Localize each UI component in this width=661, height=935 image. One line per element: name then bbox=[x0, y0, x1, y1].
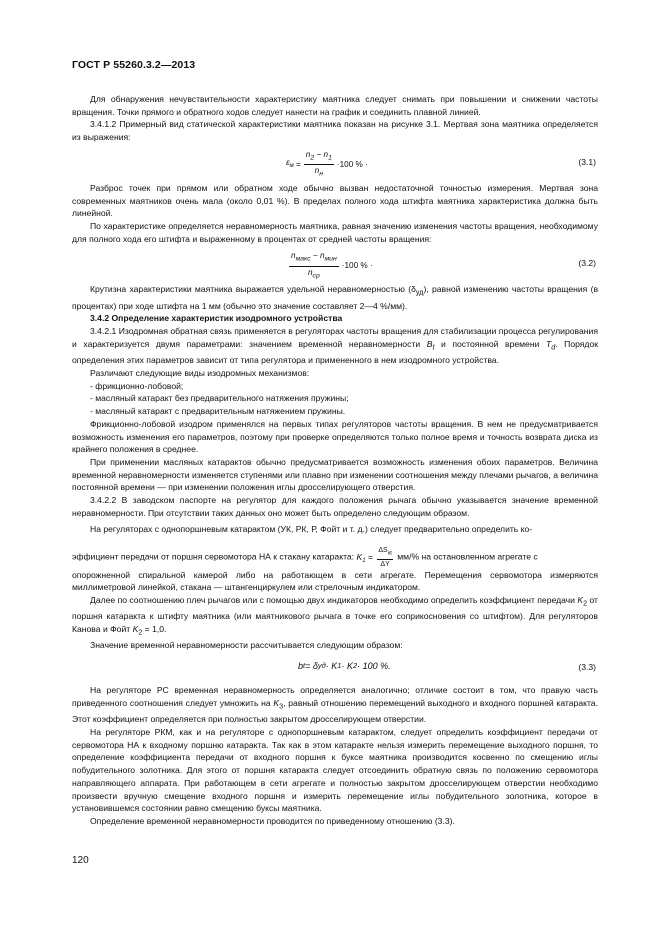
fraction-denominator: $n_н$ bbox=[314, 166, 323, 179]
formula-number: (3.1) bbox=[578, 156, 596, 167]
paragraph: При применении масляных катарактов обычно предусматривается возможность изменения обоих параметров. Величина временной неравномерности изменяется ступенями или плавно при изменении соотношения между плечами рычагов, а величина постоянной времени — при изменении положения иглы дросселирующего отверстия. bbox=[72, 456, 598, 493]
fraction-denominator: $n_{ср}$ bbox=[307, 267, 320, 280]
fraction-numerator: $n_{макс} - n_{мин}$ bbox=[289, 251, 339, 267]
page-body bbox=[72, 93, 598, 828]
page-number: 120 bbox=[72, 855, 89, 866]
formula-3-2 bbox=[72, 249, 598, 280]
paragraph: опорожненной спиральной камерой либо на работающем в сети агрегате. Перемещения сервомотора измеряются миллиметровой линейкой, стакана — штангенциркулем или стрелочным индикатором. bbox=[72, 569, 598, 593]
fraction bbox=[304, 150, 334, 180]
paragraph: По характеристике определяется неравномерность маятника, равная значению изменения частоты вращения, необходимому для полного хода его штифта и выраженному в процентах от средней частоты вращения: bbox=[72, 220, 598, 244]
paragraph: Определение временной неравномерности проводится по приведенному отношению (3.3). bbox=[90, 815, 455, 826]
paragraph: Разброс точек при прямом или обратном ходе обычно вызван недостаточной точностью измерения. Мертвая зона современных маятников очень мала (около 0,01 %). В пределах полного хода штифта маятника характеристика должна быть линейной. bbox=[72, 182, 598, 219]
paragraph: Различают следующие виды изодромных механизмов: bbox=[90, 367, 310, 378]
paragraph: 3.4.2.1 Изодромная обратная связь применяется в регуляторах частоты вращения для стабилизации процесса регулирования и характеризуется двумя параметрами: значением временной неравномерности $B_t$ и постоянной времени $T_d$. Порядок определения этих параметров зависит от типа регулятора и примененного в нем изодромного устройства. bbox=[72, 326, 598, 366]
paragraph: На регуляторе РКМ, как и на регуляторе с однопоршневым катарактом, следует определить коэффициент передачи от сервомотора НА к входному поршню катаракта. Так как в этом катаракте нельзя измерить перемещение выходного поршня, то определение коэффициента передачи от входного поршня к буксе маятника производится косвенно по смещению иглы побудительного золотника. Для этого от поршня катаракта следует отсоединить обратную связь по положению сервомотора направляющего аппарата. При работающем в сети агрегате и полностью закрытом дросселирующем отверстии необходимо произвести вручную смещение входного поршня и измерить перемещение иглы побудительного золотника, которое в установившемся состоянии равно смещению буксы маятника. bbox=[72, 727, 598, 814]
standard-header: ГОСТ Р 55260.3.2—2013 bbox=[72, 59, 196, 71]
formula-number: (3.3) bbox=[578, 662, 596, 673]
paragraph: 3.4.1.2 Примерный вид статической характеристики маятника показан на рисунке 3.1. Мертвая зона маятника определяется из выражения: bbox=[72, 119, 598, 143]
paragraph: Значение временной неравномерности рассчитывается следующим образом: bbox=[90, 640, 403, 651]
fraction-numerator: $n_2 - n_1$ bbox=[304, 150, 334, 166]
list-item: - масляный катаракт без предварительного натяжения пружины; bbox=[90, 393, 349, 404]
formula-number: (3.2) bbox=[578, 258, 596, 269]
k1-formula: $K_1$ = bbox=[356, 551, 373, 564]
formula-3-1 bbox=[72, 148, 598, 179]
section-heading: 3.4.2 Определение характеристик изодромного устройства bbox=[90, 313, 343, 324]
paragraph: Далее по соотношению плеч рычагов или с помощью двух индикаторов необходимо определить коэффициент передачи $K_2$ от поршня катаракта к штифту маятника (или маятникового рычага в точке его соприкосновения со штифтом). Для регуляторов Канова и Фойт $K_2 = 1,0$. bbox=[72, 594, 598, 637]
formula-tail: ·100 % · bbox=[341, 261, 373, 271]
formula-lhs: $\varepsilon_м$ bbox=[286, 158, 294, 170]
formula-3-2-expr bbox=[286, 251, 373, 281]
paragraph: Для обнаружения нечувствительности характеристику маятника следует снимать при повышении и снижении частоты вращения. Точки прямого и обратного ходов следует нанести на график и соединить плавной линией. bbox=[72, 94, 598, 117]
fraction bbox=[289, 251, 339, 281]
list-item: - фрикционно-лобовой; bbox=[90, 380, 184, 391]
formula-3-1-expr: $\varepsilon_м$ = $\frac{n_2 - n_1}{n_н}$ ·100 % · bbox=[286, 149, 368, 179]
formula-3-3 bbox=[72, 656, 598, 678]
paragraph: На регуляторах с однопоршневым катарактом (УК, РК, Р, Фойт и т. д.) следует предварительно определить ко- bbox=[90, 524, 533, 535]
inline-fraction: $\Delta S_{кt}$ ΔY bbox=[378, 547, 392, 568]
list-item: - масляный катаракт с предварительным натяжением пружины. bbox=[90, 406, 346, 417]
paragraph-with-inline-formula: эффициент передачи от поршня сервомотора НА к стакану катаракта: $K_1$ = $\Delta S_{кt}$ ΔY мм/% на остановленном агрегате с bbox=[72, 547, 538, 568]
formula-tail: ·100 % · bbox=[336, 159, 368, 169]
paragraph: Крутизна характеристики маятника выражается удельной неравномерностью $(\delta_{уд})$, равной изменению частоты вращения (в процентах) при ходе штифта на 1 мм (обычно это значение составляет 2—4 %/мм). bbox=[72, 284, 599, 311]
paragraph: Фрикционно-лобовой изодром применялся на первых типах регуляторов частоты вращения. В нем не предусматривается возможность изменения его параметров, поэтому при проверке определяются только полное время и точность возврата диска из крайнего положения в среднее. bbox=[72, 418, 598, 455]
formula-3-3-expr: b t = δ уд · K 1 · K 2 · 100 %. bbox=[298, 661, 391, 672]
paragraph: 3.4.2.2 В заводском паспорте на регулятор для каждого положения рычага обычно указывается значение временной неравномерности. При отсутствии таких данных оно может быть определено следующим образом. bbox=[72, 495, 598, 518]
paragraph: На регуляторе РС временная неравномерность определяется аналогично; отличие состоит в том, что правую часть приведенного соотношения следует умножить на $K_3$, равный отношению перемещений выходного и входного поршней катаракта. Этот коэффициент определяется при полностью закрытом дросселирующем отверстии. bbox=[72, 685, 598, 725]
